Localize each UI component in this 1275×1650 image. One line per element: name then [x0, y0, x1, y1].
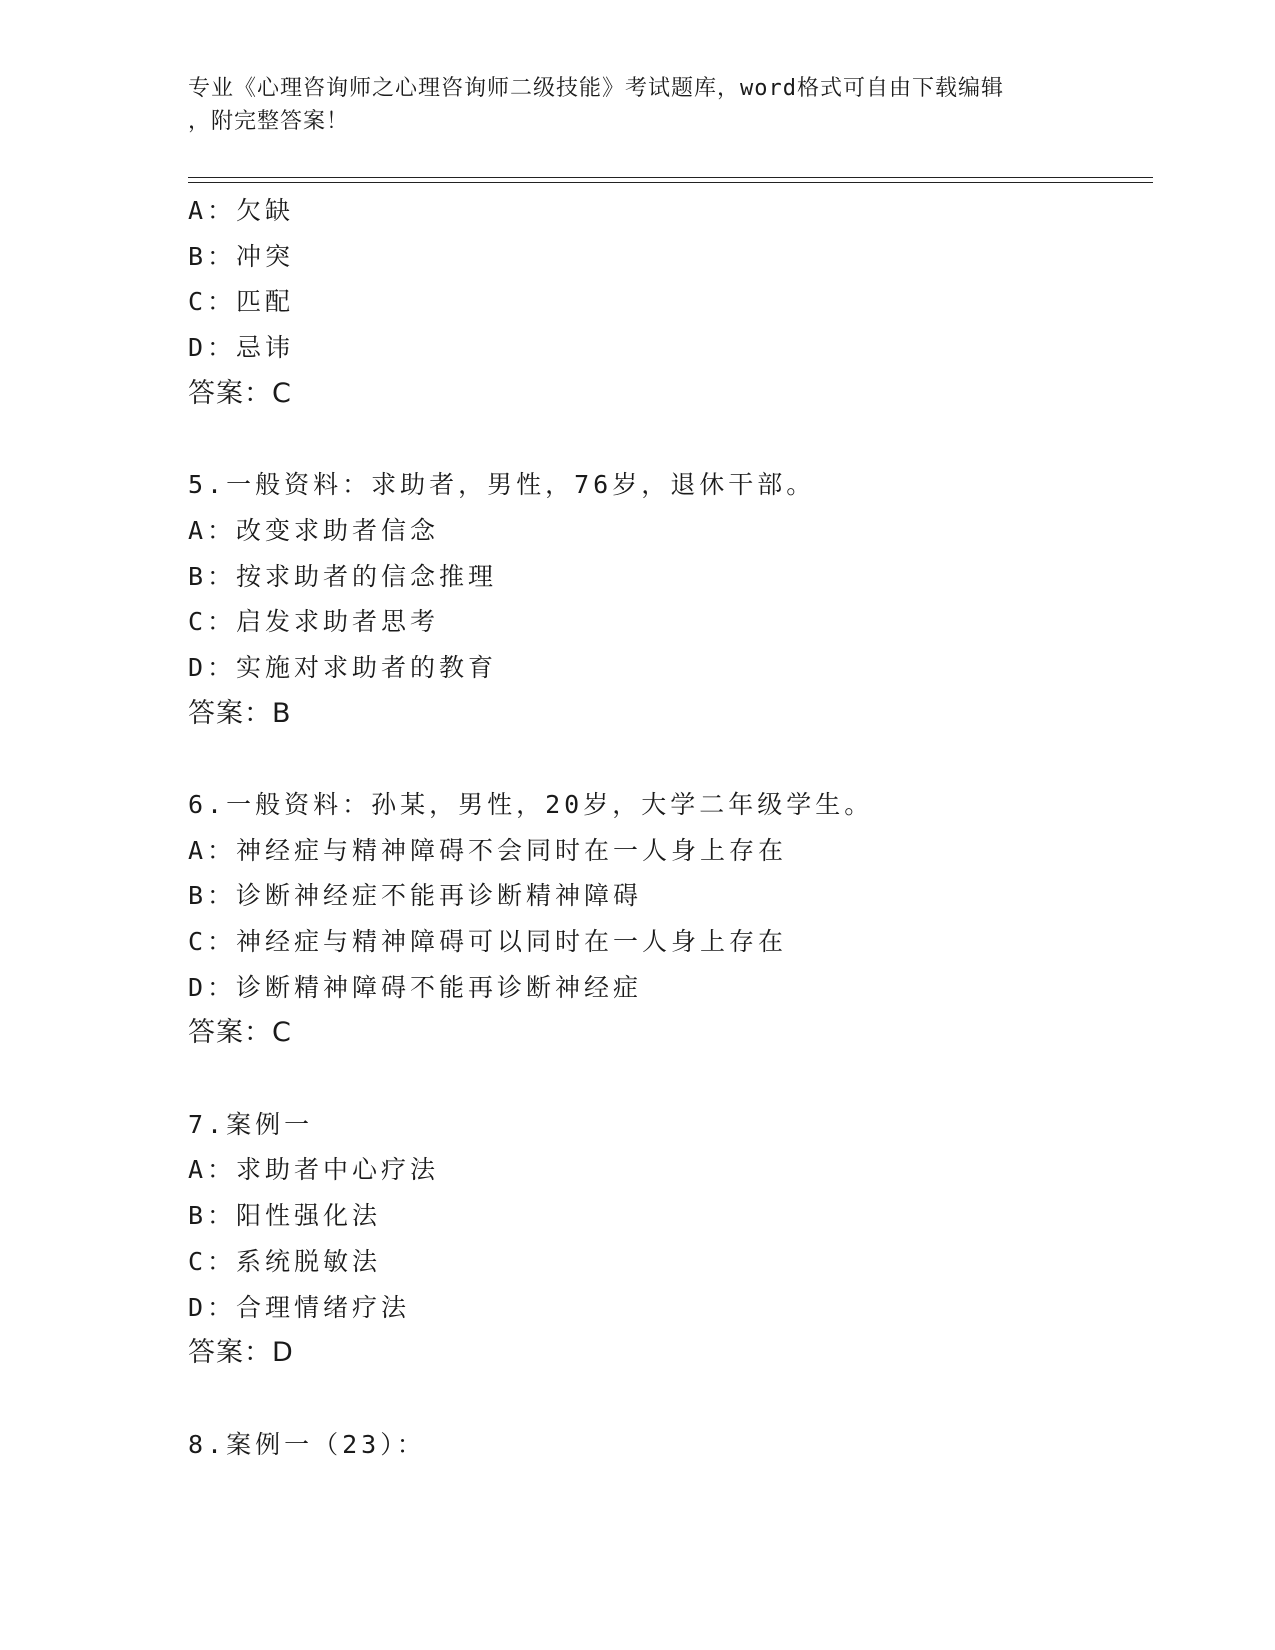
option-b: B：按求助者的信念推理	[188, 561, 498, 591]
option-a: A：欠缺	[188, 196, 295, 225]
question-stem: 6.一般资料：孙某，男性，20岁，大学二年级学生。	[188, 789, 874, 819]
question-stem: 8.案例一（23）：	[188, 1429, 426, 1459]
option-b: B：阳性强化法	[188, 1201, 382, 1231]
question-7	[188, 1102, 1148, 1376]
option-a: A：改变求助者信念	[188, 515, 440, 545]
option-d: D：诊断精神障碍不能再诊断神经症	[188, 972, 643, 1002]
spacer	[188, 1056, 1148, 1102]
question-5	[188, 462, 1148, 736]
document-header	[188, 72, 1088, 138]
question-6	[188, 782, 1148, 1056]
option-d: D：忌讳	[188, 333, 295, 363]
header-divider-top	[188, 177, 1153, 178]
header-line-2: ，附完整答案！	[188, 109, 350, 134]
header-divider-bottom	[188, 182, 1153, 183]
answer: 答案：D	[188, 1337, 294, 1369]
option-b: B：诊断神经症不能再诊断精神障碍	[188, 881, 643, 911]
question-stem: 5.一般资料：求助者，男性，76岁，退休干部。	[188, 470, 816, 500]
option-a: A：求助者中心疗法	[188, 1155, 440, 1185]
answer: 答案：C	[188, 377, 292, 409]
option-d: D：实施对求助者的教育	[188, 652, 498, 682]
question-stem: 7.案例一	[188, 1109, 314, 1139]
spacer	[188, 416, 1148, 462]
spacer	[188, 1376, 1148, 1422]
question-8	[188, 1422, 1148, 1468]
option-c: C：启发求助者思考	[188, 607, 440, 637]
answer: 答案：C	[188, 1017, 292, 1049]
option-a: A：神经症与精神障碍不会同时在一人身上存在	[188, 835, 788, 865]
option-c: C：神经症与精神障碍可以同时在一人身上存在	[188, 927, 788, 956]
option-b: B：冲突	[188, 241, 295, 271]
spacer	[188, 736, 1148, 782]
header-line-1: 专业《心理咨询师之心理咨询师二级技能》考试题库，word格式可自由下载编辑	[188, 76, 1004, 101]
question-4	[188, 188, 1148, 416]
option-c: C：系统脱敏法	[188, 1246, 382, 1276]
answer: 答案：B	[188, 697, 292, 729]
option-d: D：合理情绪疗法	[188, 1292, 411, 1322]
question-list	[188, 188, 1148, 1467]
option-c: C：匹配	[188, 287, 295, 317]
